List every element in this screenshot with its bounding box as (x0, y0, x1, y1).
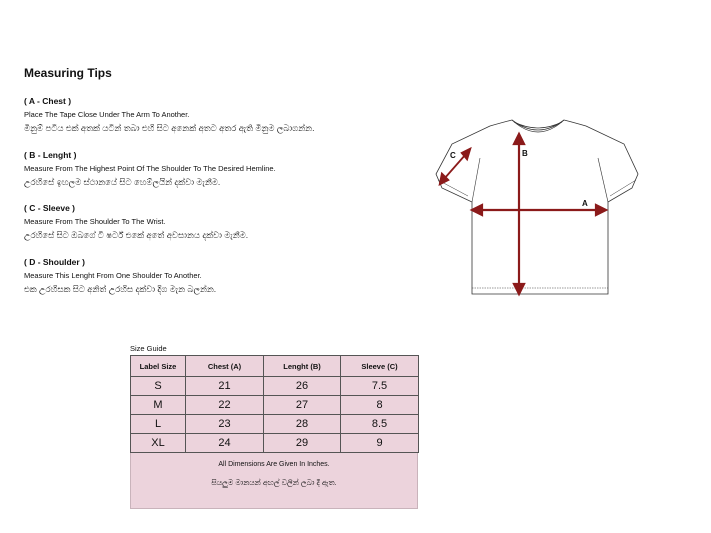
table-row (131, 377, 419, 396)
header-chest: Chest (A) (186, 356, 264, 377)
tip-sinhala: මිනුම් පටිය එක් අතක් යටින් තබා එහි සිට අනෙක් අතට අතර ඇති මිනුම ලබාගන්න. (24, 123, 315, 133)
cell-chest: 24 (186, 434, 264, 453)
size-guide-caption: Size Guide (130, 344, 167, 353)
cell-length: 29 (264, 434, 341, 453)
header-label-size: Label Size (131, 356, 186, 377)
tip-sinhala: උරහිසේ සිට ඔබගේ ටී ෂර්ට් එකේ අතේ අවසානය දක්වා මැනීම. (24, 230, 249, 240)
table-header-row (131, 356, 419, 377)
tip-english: Measure This Lenght From One Shoulder To Another. (24, 271, 202, 280)
tip-sleeve (24, 203, 424, 241)
tshirt-outline (436, 120, 638, 294)
header-sleeve: Sleeve (C) (341, 356, 419, 377)
cell-chest: 22 (186, 396, 264, 415)
tshirt-diagram (432, 118, 644, 304)
table-row (131, 415, 419, 434)
cell-sleeve: 9 (341, 434, 419, 453)
header-length: Lenght (B) (264, 356, 341, 377)
tip-heading: ( D - Shoulder ) (24, 257, 85, 267)
cell-size: XL (131, 434, 186, 453)
note-english: All Dimensions Are Given In Inches. (218, 461, 330, 468)
cell-length: 26 (264, 377, 341, 396)
cell-length: 28 (264, 415, 341, 434)
tip-sinhala: උරහිසේ ඉහලම ස්ථානයේ සිට හෙම්ලයින් දක්වා මැනීම. (24, 177, 221, 187)
tip-heading: ( B - Lenght ) (24, 150, 77, 160)
tip-english: Measure From The Shoulder To The Wrist. (24, 217, 166, 226)
size-table (130, 355, 419, 453)
label-a: A (582, 199, 588, 208)
tip-heading: ( C - Sleeve ) (24, 203, 76, 213)
tip-shoulder (24, 257, 424, 295)
cell-size: S (131, 377, 186, 396)
note-sinhala: සියලුම මානයන් අඟල් වලින් ලබා දී ඇත. (211, 478, 337, 487)
cell-sleeve: 7.5 (341, 377, 419, 396)
tip-english: Place The Tape Close Under The Arm To Another. (24, 110, 190, 119)
tip-sinhala: එක උරහිසක සිට අනිත් උරහිස දක්වා දිග මැන බලන්න. (24, 284, 217, 294)
tip-chest (24, 96, 424, 134)
cell-sleeve: 8.5 (341, 415, 419, 434)
cell-size: L (131, 415, 186, 434)
tip-english: Measure From The Highest Point Of The Shoulder To The Desired Hemline. (24, 164, 276, 173)
tip-length (24, 150, 424, 188)
size-guide (130, 343, 418, 509)
cell-chest: 21 (186, 377, 264, 396)
cell-size: M (131, 396, 186, 415)
page-title: Measuring Tips (24, 66, 112, 80)
label-b: B (522, 149, 528, 158)
cell-chest: 23 (186, 415, 264, 434)
table-row (131, 434, 419, 453)
label-c: C (450, 151, 456, 160)
cell-sleeve: 8 (341, 396, 419, 415)
cell-length: 27 (264, 396, 341, 415)
tip-heading: ( A - Chest ) (24, 96, 72, 106)
table-row (131, 396, 419, 415)
size-guide-notes (130, 453, 418, 509)
